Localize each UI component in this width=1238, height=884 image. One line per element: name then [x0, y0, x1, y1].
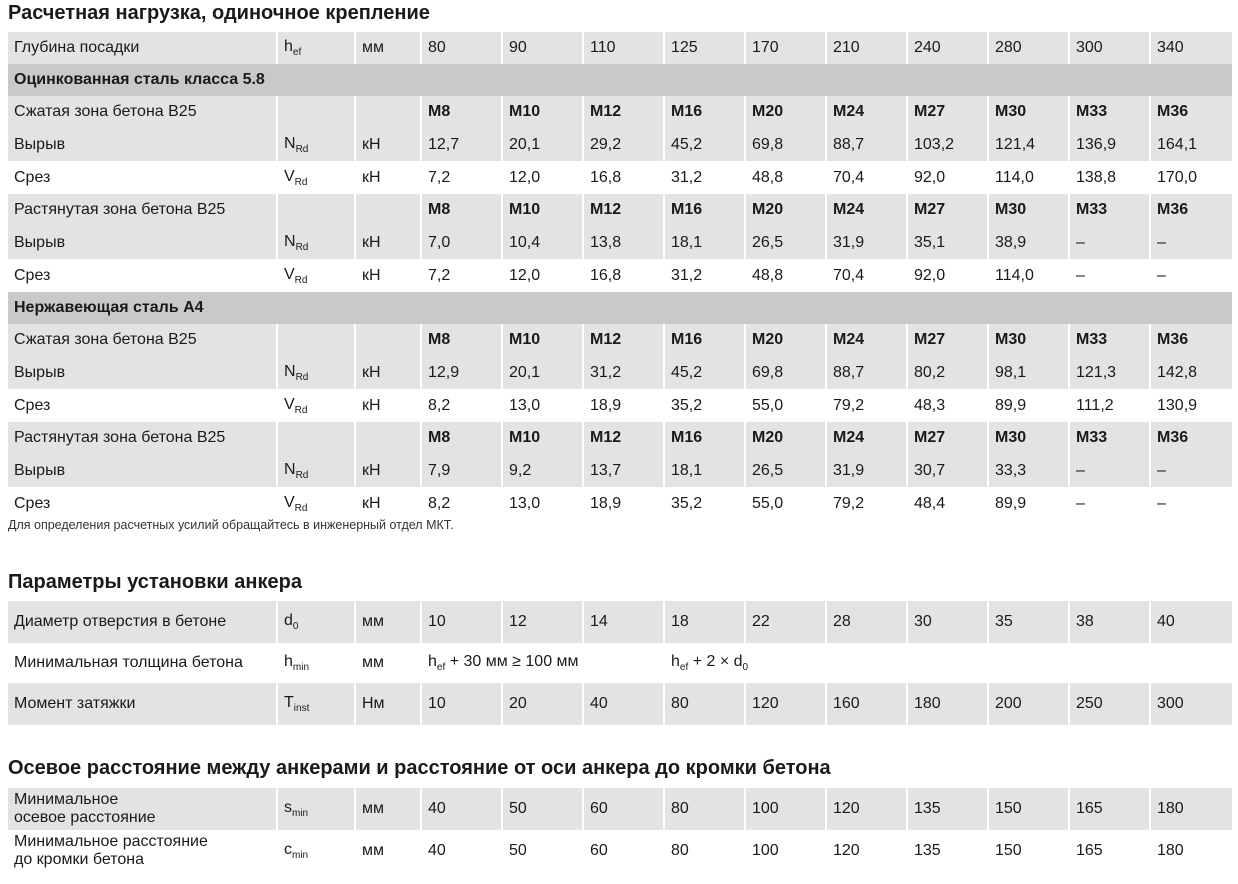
install-symbol-sub: min [292, 662, 310, 673]
table-row [8, 454, 1232, 487]
value-cell: 80,2 [908, 356, 989, 389]
value-cell: 200 [989, 683, 1070, 725]
table-row [8, 830, 1232, 872]
value-cell: 18,1 [665, 454, 746, 487]
value-cell: 165 [1070, 788, 1151, 830]
value-cell: 31,2 [665, 161, 746, 194]
value-cell: 69,8 [746, 356, 827, 389]
install-label: Момент затяжки [8, 683, 278, 725]
value-cell: M33 [1070, 422, 1151, 454]
value-cell: M24 [827, 194, 908, 226]
value-cell: 50 [503, 830, 584, 872]
value-cell: 92,0 [908, 259, 989, 292]
value-cell: M36 [1151, 96, 1232, 128]
value-cell: M12 [584, 96, 665, 128]
pull-symbol-sub: Rd [295, 241, 309, 253]
spacing-symbol [278, 788, 356, 830]
pull-label: Вырыв [8, 226, 278, 259]
value-cell: 130,9 [1151, 389, 1232, 422]
spacing-unit: мм [356, 830, 422, 872]
spacing-symbol-sub: min [292, 850, 309, 861]
value-cell: 35,2 [665, 487, 746, 520]
zone-symbol-empty [278, 422, 356, 454]
value-cell: – [1070, 259, 1151, 292]
pull-symbol [278, 226, 356, 259]
value-cell: 14 [584, 601, 665, 643]
value-cell: – [1070, 487, 1151, 520]
pull-symbol-sub: Rd [295, 143, 309, 155]
section1-title: Расчетная нагрузка, одиночное крепление [8, 2, 430, 24]
pull-label: Вырыв [8, 454, 278, 487]
section3-title: Осевое расстояние между анкерами и расстояние от оси анкера до кромки бетона [8, 757, 831, 779]
value-cell: 30 [908, 601, 989, 643]
value-cell: 7,9 [422, 454, 503, 487]
table-row [8, 683, 1232, 725]
value-cell: – [1070, 454, 1151, 487]
value-cell: 180 [1151, 830, 1232, 872]
value-cell: – [1070, 226, 1151, 259]
value-cell: 80 [665, 830, 746, 872]
value-cell: M27 [908, 96, 989, 128]
shear-label: Срез [8, 161, 278, 194]
shear-symbol-main: V [284, 265, 295, 283]
value-cell: 114,0 [989, 161, 1070, 194]
value-cell: M27 [908, 194, 989, 226]
value-cell: – [1151, 226, 1232, 259]
zone-symbol-empty [278, 194, 356, 226]
note-engineering: Для определения расчетных усилий обращайтесь в инженерный отдел МКТ. [8, 518, 454, 532]
value-cell: 79,2 [827, 389, 908, 422]
value-cell: 45,2 [665, 128, 746, 161]
pull-symbol [278, 128, 356, 161]
value-cell: M12 [584, 324, 665, 356]
value-cell: M10 [503, 422, 584, 454]
value-cell: 210 [827, 32, 908, 64]
shear-symbol [278, 487, 356, 520]
value-cell: 10 [422, 601, 503, 643]
value-cell: 33,3 [989, 454, 1070, 487]
value-cell: 16,8 [584, 161, 665, 194]
table-row [8, 389, 1232, 422]
value-cell: 114,0 [989, 259, 1070, 292]
value-cell: M27 [908, 324, 989, 356]
value-cell: 55,0 [746, 487, 827, 520]
value-cell: 98,1 [989, 356, 1070, 389]
table-row [8, 32, 1232, 64]
value-cell: 80 [665, 788, 746, 830]
table-row [8, 601, 1232, 643]
value-cell: 18,1 [665, 226, 746, 259]
pull-label: Вырыв [8, 356, 278, 389]
value-cell: 300 [1151, 683, 1232, 725]
table-row [8, 643, 1232, 683]
value-cell: 103,2 [908, 128, 989, 161]
value-cell: 180 [1151, 788, 1232, 830]
pull-symbol-main: N [284, 134, 296, 152]
spacing-symbol-main: s [284, 799, 292, 816]
value-cell: 20,1 [503, 128, 584, 161]
value-cell: 89,9 [989, 389, 1070, 422]
value-cell: 18 [665, 601, 746, 643]
pull-unit: кН [356, 356, 422, 389]
value-cell: 142,8 [1151, 356, 1232, 389]
value-cell: M12 [584, 194, 665, 226]
table-row [8, 128, 1232, 161]
value-cell: 170 [746, 32, 827, 64]
formula2-rest: + 2 × d [688, 653, 743, 670]
value-cell: 38 [1070, 601, 1151, 643]
value-cell: 340 [1151, 32, 1232, 64]
table-row [8, 788, 1232, 830]
value-cell: M36 [1151, 422, 1232, 454]
value-cell: 138,8 [1070, 161, 1151, 194]
value-cell: M24 [827, 324, 908, 356]
table-row [8, 324, 1232, 356]
value-cell: 48,8 [746, 259, 827, 292]
depth-symbol-main: h [284, 38, 293, 55]
value-cell: 13,0 [503, 487, 584, 520]
spacing-label [8, 788, 278, 830]
value-cell: M16 [665, 324, 746, 356]
value-cell: 165 [1070, 830, 1151, 872]
value-cell: 250 [1070, 683, 1151, 725]
shear-unit: кН [356, 487, 422, 520]
value-cell: 89,9 [989, 487, 1070, 520]
value-cell: 111,2 [1070, 389, 1151, 422]
shear-symbol-sub: Rd [294, 404, 308, 416]
value-cell: M8 [422, 194, 503, 226]
install-label: Минимальная толщина бетона [8, 643, 278, 683]
zone-unit-empty [356, 96, 422, 128]
value-cell: 88,7 [827, 356, 908, 389]
value-cell: 31,9 [827, 454, 908, 487]
value-cell: 18,9 [584, 487, 665, 520]
pull-symbol-main: N [284, 460, 296, 478]
value-cell: – [1151, 454, 1232, 487]
value-cell: 70,4 [827, 259, 908, 292]
value-cell: 120 [827, 788, 908, 830]
value-cell: 160 [827, 683, 908, 725]
value-cell: M8 [422, 324, 503, 356]
value-cell: 13,0 [503, 389, 584, 422]
value-cell: 10,4 [503, 226, 584, 259]
spacing-label-line1: Минимальное расстояние [14, 833, 208, 850]
pull-symbol [278, 356, 356, 389]
table-row [8, 96, 1232, 128]
value-cell: 121,4 [989, 128, 1070, 161]
shear-symbol [278, 389, 356, 422]
value-cell: M12 [584, 422, 665, 454]
value-cell: 300 [1070, 32, 1151, 64]
spacing-unit: мм [356, 788, 422, 830]
value-cell: M10 [503, 96, 584, 128]
depth-unit: мм [356, 32, 422, 64]
value-cell: 100 [746, 830, 827, 872]
value-cell: 136,9 [1070, 128, 1151, 161]
shear-unit: кН [356, 259, 422, 292]
install-unit: Нм [356, 683, 422, 725]
value-cell: 180 [908, 683, 989, 725]
value-cell: M30 [989, 96, 1070, 128]
table-row [8, 422, 1232, 454]
depth-label: Глубина посадки [8, 32, 278, 64]
value-cell: 29,2 [584, 128, 665, 161]
value-cell: 164,1 [1151, 128, 1232, 161]
value-cell: M20 [746, 422, 827, 454]
value-cell: 150 [989, 830, 1070, 872]
value-cell: 8,2 [422, 389, 503, 422]
shear-symbol-sub: Rd [294, 176, 308, 188]
spacing-label-line2: осевое расстояние [14, 809, 156, 826]
shear-symbol-main: V [284, 167, 295, 185]
value-cell: 70,4 [827, 161, 908, 194]
formula2-h: h [671, 653, 680, 670]
formula2-d-sub: 0 [742, 662, 749, 673]
spacing-symbol-sub: min [292, 808, 309, 819]
value-cell: 13,7 [584, 454, 665, 487]
value-cell: M33 [1070, 194, 1151, 226]
value-cell: 120 [827, 830, 908, 872]
value-cell: 135 [908, 788, 989, 830]
table-row [8, 259, 1232, 292]
value-cell: 48,4 [908, 487, 989, 520]
formula2-h-sub: ef [679, 662, 689, 673]
pull-symbol-main: N [284, 232, 296, 250]
value-cell: M10 [503, 194, 584, 226]
table-row [8, 194, 1232, 226]
shear-unit: кН [356, 389, 422, 422]
value-cell: M30 [989, 422, 1070, 454]
value-cell: M16 [665, 96, 746, 128]
value-cell: 55,0 [746, 389, 827, 422]
value-cell: M36 [1151, 324, 1232, 356]
install-symbol-sub: 0 [292, 621, 299, 632]
value-cell: 280 [989, 32, 1070, 64]
formula1-h-sub: ef [436, 662, 446, 673]
pull-symbol-sub: Rd [295, 469, 309, 481]
value-cell: M36 [1151, 194, 1232, 226]
value-cell: 26,5 [746, 226, 827, 259]
zone-unit-empty [356, 422, 422, 454]
value-cell: M20 [746, 324, 827, 356]
pull-unit: кН [356, 454, 422, 487]
value-cell: 48,3 [908, 389, 989, 422]
table-row [8, 487, 1232, 520]
zone-unit-empty [356, 324, 422, 356]
design-load-table [8, 32, 1232, 520]
zone-label: Сжатая зона бетона В25 [8, 324, 278, 356]
value-cell: 26,5 [746, 454, 827, 487]
table-row [8, 356, 1232, 389]
value-cell: 170,0 [1151, 161, 1232, 194]
pull-symbol [278, 454, 356, 487]
zone-label: Растянутая зона бетона В25 [8, 422, 278, 454]
install-symbol [278, 643, 356, 683]
pull-unit: кН [356, 226, 422, 259]
value-cell: 88,7 [827, 128, 908, 161]
depth-symbol [278, 32, 356, 64]
value-cell: 12 [503, 601, 584, 643]
value-cell: 31,9 [827, 226, 908, 259]
install-unit: мм [356, 601, 422, 643]
value-cell: 30,7 [908, 454, 989, 487]
value-cell: 40 [422, 788, 503, 830]
value-cell: 40 [422, 830, 503, 872]
pull-label: Вырыв [8, 128, 278, 161]
value-cell: 20,1 [503, 356, 584, 389]
zone-symbol-empty [278, 96, 356, 128]
table-row [8, 161, 1232, 194]
spacing-symbol-main: c [284, 841, 292, 858]
value-cell: M10 [503, 324, 584, 356]
section2-title: Параметры установки анкера [8, 571, 302, 593]
value-cell: 92,0 [908, 161, 989, 194]
value-cell: 90 [503, 32, 584, 64]
value-cell: M24 [827, 96, 908, 128]
value-cell: 50 [503, 788, 584, 830]
value-cell: – [1151, 487, 1232, 520]
install-unit: мм [356, 643, 422, 683]
value-cell: 80 [665, 683, 746, 725]
value-cell: 9,2 [503, 454, 584, 487]
value-cell: M8 [422, 96, 503, 128]
value-cell: M16 [665, 422, 746, 454]
value-cell: 22 [746, 601, 827, 643]
formula1-h: h [428, 653, 437, 670]
min-thickness-formula-large [665, 643, 1232, 683]
shear-symbol-sub: Rd [294, 502, 308, 514]
shear-symbol-sub: Rd [294, 274, 308, 286]
install-symbol [278, 601, 356, 643]
table-row [8, 292, 1232, 324]
shear-label: Срез [8, 487, 278, 520]
value-cell: 100 [746, 788, 827, 830]
pull-symbol-main: N [284, 362, 296, 380]
value-cell: M16 [665, 194, 746, 226]
value-cell: 60 [584, 788, 665, 830]
depth-symbol-sub: ef [292, 47, 302, 58]
value-cell: 38,9 [989, 226, 1070, 259]
install-symbol-main: T [284, 694, 294, 711]
value-cell: 28 [827, 601, 908, 643]
value-cell: M30 [989, 324, 1070, 356]
formula1-rest: + 30 мм ≥ 100 мм [445, 653, 579, 670]
value-cell: 7,0 [422, 226, 503, 259]
value-cell: 110 [584, 32, 665, 64]
value-cell: 45,2 [665, 356, 746, 389]
value-cell: 40 [584, 683, 665, 725]
value-cell: – [1151, 259, 1232, 292]
group-title: Нержавеющая сталь А4 [8, 292, 1232, 324]
value-cell: 69,8 [746, 128, 827, 161]
value-cell: 125 [665, 32, 746, 64]
value-cell: 16,8 [584, 259, 665, 292]
shear-label: Срез [8, 259, 278, 292]
value-cell: 79,2 [827, 487, 908, 520]
value-cell: 120 [746, 683, 827, 725]
value-cell: 8,2 [422, 487, 503, 520]
value-cell: M27 [908, 422, 989, 454]
value-cell: 10 [422, 683, 503, 725]
table-row [8, 226, 1232, 259]
install-symbol [278, 683, 356, 725]
value-cell: M20 [746, 194, 827, 226]
value-cell: 135 [908, 830, 989, 872]
value-cell: 35 [989, 601, 1070, 643]
value-cell: 150 [989, 788, 1070, 830]
shear-symbol [278, 259, 356, 292]
shear-symbol-main: V [284, 395, 295, 413]
value-cell: 48,8 [746, 161, 827, 194]
spacing-label-line2: до кромки бетона [14, 851, 144, 868]
value-cell: 35,2 [665, 389, 746, 422]
pull-symbol-sub: Rd [295, 371, 309, 383]
spacing-table [8, 788, 1232, 872]
spacing-symbol [278, 830, 356, 872]
table-row [8, 64, 1232, 96]
value-cell: M30 [989, 194, 1070, 226]
value-cell: 7,2 [422, 161, 503, 194]
min-thickness-formula-small [422, 643, 665, 683]
value-cell: 12,0 [503, 161, 584, 194]
zone-unit-empty [356, 194, 422, 226]
pull-unit: кН [356, 128, 422, 161]
value-cell: 240 [908, 32, 989, 64]
value-cell: 121,3 [1070, 356, 1151, 389]
shear-symbol-main: V [284, 493, 295, 511]
install-label: Диаметр отверстия в бетоне [8, 601, 278, 643]
group-title: Оцинкованная сталь класса 5.8 [8, 64, 1232, 96]
value-cell: M8 [422, 422, 503, 454]
value-cell: 13,8 [584, 226, 665, 259]
value-cell: M24 [827, 422, 908, 454]
value-cell: 18,9 [584, 389, 665, 422]
install-symbol-sub: inst [293, 703, 310, 714]
value-cell: M33 [1070, 96, 1151, 128]
zone-symbol-empty [278, 324, 356, 356]
spacing-label [8, 830, 278, 872]
value-cell: M33 [1070, 324, 1151, 356]
installation-table [8, 601, 1232, 725]
zone-label: Сжатая зона бетона В25 [8, 96, 278, 128]
value-cell: 20 [503, 683, 584, 725]
value-cell: 31,2 [665, 259, 746, 292]
value-cell: 31,2 [584, 356, 665, 389]
value-cell: M20 [746, 96, 827, 128]
value-cell: 60 [584, 830, 665, 872]
value-cell: 12,7 [422, 128, 503, 161]
value-cell: 80 [422, 32, 503, 64]
install-symbol-main: d [284, 612, 293, 629]
zone-label: Растянутая зона бетона В25 [8, 194, 278, 226]
value-cell: 12,9 [422, 356, 503, 389]
install-symbol-main: h [284, 653, 293, 670]
value-cell: 40 [1151, 601, 1232, 643]
value-cell: 12,0 [503, 259, 584, 292]
spacing-label-line1: Минимальное [14, 791, 119, 808]
value-cell: 7,2 [422, 259, 503, 292]
value-cell: 35,1 [908, 226, 989, 259]
shear-label: Срез [8, 389, 278, 422]
shear-unit: кН [356, 161, 422, 194]
shear-symbol [278, 161, 356, 194]
